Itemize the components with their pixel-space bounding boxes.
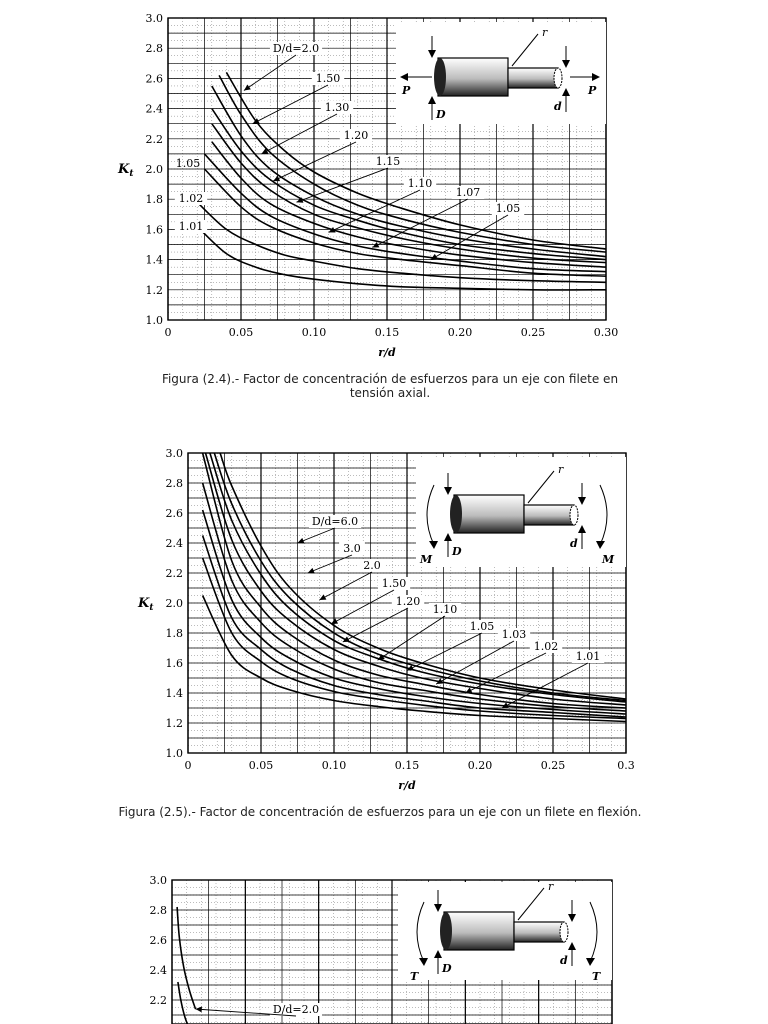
y-tick-label: 2.4	[145, 102, 163, 116]
y-tick-label: 3.0	[149, 874, 167, 887]
x-tick-label: 0.15	[394, 759, 420, 772]
shaft-section-left	[450, 495, 462, 533]
y-tick-label: 2.8	[149, 904, 167, 917]
x-tick-label: 0.25	[540, 759, 566, 772]
x-axis-label: r/d	[398, 779, 416, 792]
series-label: 1.05	[495, 202, 521, 215]
x-tick-label: 0	[164, 326, 172, 339]
y-tick-label: 1.0	[165, 747, 183, 760]
y-axis-label: $K_t$	[138, 596, 154, 613]
series-label: 1.20	[395, 595, 421, 608]
series-label: 1.10	[432, 603, 458, 616]
shaft-large	[438, 58, 508, 96]
y-tick-label: 2.2	[145, 132, 163, 146]
series-label: D/d=2.0	[272, 42, 320, 55]
dimension-label-d: d	[554, 100, 562, 113]
load-label-left: T	[410, 970, 419, 983]
shaft-large	[444, 912, 514, 950]
y-tick-label: 2.2	[149, 994, 167, 1007]
series-label: 2.0	[363, 559, 381, 572]
leader-arrowhead	[244, 84, 251, 90]
series-label: 1.10	[407, 177, 433, 190]
figure-torsion	[0, 860, 768, 1024]
figure-2-4	[0, 0, 768, 430]
series-label: D/d=2.0	[272, 1003, 320, 1016]
series-label: 1.01	[178, 220, 204, 233]
series-label: 1.07	[455, 186, 481, 199]
fillet-label: r	[558, 463, 564, 476]
x-tick-label: 0.05	[248, 759, 274, 772]
y-tick-label: 2.4	[165, 537, 183, 550]
series-label: D/d=6.0	[311, 515, 359, 528]
x-tick-label: 0	[184, 759, 192, 772]
y-tick-label: 3.0	[165, 447, 183, 460]
leader-line	[331, 590, 394, 624]
chart-bending	[0, 435, 768, 800]
y-tick-label: 1.0	[145, 314, 163, 327]
shaft-section-left	[440, 912, 452, 950]
series-label: 1.15	[375, 155, 401, 168]
y-axis-label: $K_t$	[118, 162, 134, 179]
dimension-label-D: D	[452, 545, 462, 558]
y-tick-label: 2.0	[165, 597, 183, 610]
shaft-section-right	[554, 68, 562, 88]
y-tick-label: 2.6	[145, 72, 163, 86]
series-label: 1.02	[178, 192, 204, 205]
shaft-section-right	[570, 505, 578, 525]
load-label-left: P	[402, 84, 411, 97]
leader-line	[378, 616, 445, 660]
y-tick-label: 2.4	[149, 964, 167, 977]
leader-line	[244, 55, 296, 90]
fillet-label: r	[542, 26, 548, 39]
y-tick-label: 1.8	[165, 627, 183, 640]
y-tick-label: 1.6	[145, 223, 163, 237]
y-tick-label: 2.8	[145, 42, 163, 56]
y-tick-label: 1.6	[165, 657, 183, 670]
y-tick-label: 1.8	[145, 193, 163, 207]
x-axis-label: r/d	[378, 346, 396, 359]
y-tick-label: 1.2	[165, 717, 183, 730]
x-tick-label: 0.25	[520, 326, 546, 339]
load-label-right: M	[602, 553, 615, 566]
x-tick-label: 0.10	[301, 326, 327, 339]
series-label: 3.0	[343, 542, 361, 555]
y-tick-label: 1.4	[145, 253, 163, 267]
shaft-section-right	[560, 922, 568, 942]
shaft-small	[508, 68, 558, 88]
x-tick-label: 0.20	[467, 759, 493, 772]
fillet-label: r	[548, 880, 554, 893]
load-label-right: T	[592, 970, 601, 983]
y-tick-label: 2.6	[149, 934, 167, 947]
figure-2-5	[0, 435, 768, 835]
shaft-small	[524, 505, 574, 525]
series-curve	[212, 142, 606, 267]
leader-arrowhead	[431, 254, 438, 260]
chart-torsion	[0, 860, 768, 1024]
series-label: 1.30	[324, 101, 350, 114]
series-label: 1.05	[469, 620, 495, 633]
x-tick-label: 0.3	[617, 759, 635, 772]
leader-line	[253, 85, 328, 124]
y-tick-label: 2.0	[145, 163, 163, 176]
y-tick-label: 2.2	[165, 567, 183, 580]
y-tick-label: 1.4	[165, 687, 183, 700]
series-label: 1.02	[533, 640, 559, 653]
series-label: 1.50	[315, 72, 341, 85]
load-label-left: M	[420, 553, 433, 566]
y-tick-label: 2.6	[165, 507, 183, 520]
series-label: 1.03	[501, 628, 527, 641]
chart-axial-tension	[0, 0, 768, 365]
shaft-small	[514, 922, 564, 942]
leader-line	[319, 572, 372, 600]
shaft-large	[454, 495, 524, 533]
leader-line	[343, 608, 408, 642]
y-tick-label: 1.2	[145, 283, 163, 297]
x-tick-label: 0.30	[593, 326, 619, 339]
figure-2-5-caption: Figura (2.5).- Factor de concentración de esfuerzos para un eje con un filete en flexión.	[118, 805, 642, 819]
x-tick-label: 0.10	[321, 759, 347, 772]
dimension-label-d: d	[560, 954, 568, 967]
x-tick-label: 0.15	[374, 326, 400, 339]
x-tick-label: 0.20	[447, 326, 473, 339]
series-label: 1.01	[575, 650, 601, 663]
y-tick-label: 2.8	[165, 477, 183, 490]
dimension-label-D: D	[436, 108, 446, 121]
series-label: 1.50	[381, 577, 407, 590]
y-tick-label: 3.0	[145, 12, 163, 25]
dimension-label-d: d	[570, 537, 578, 550]
figure-2-4-caption: Figura (2.4).- Factor de concentración de esfuerzos para un eje con filete en tensión axial.	[161, 372, 619, 400]
leader-line	[296, 168, 388, 202]
series-label: 1.20	[343, 129, 369, 142]
dimension-label-D: D	[442, 962, 452, 975]
series-label: 1.05	[175, 157, 201, 170]
shaft-section-left	[434, 58, 446, 96]
load-label-right: P	[588, 84, 597, 97]
x-tick-label: 0.05	[228, 326, 254, 339]
